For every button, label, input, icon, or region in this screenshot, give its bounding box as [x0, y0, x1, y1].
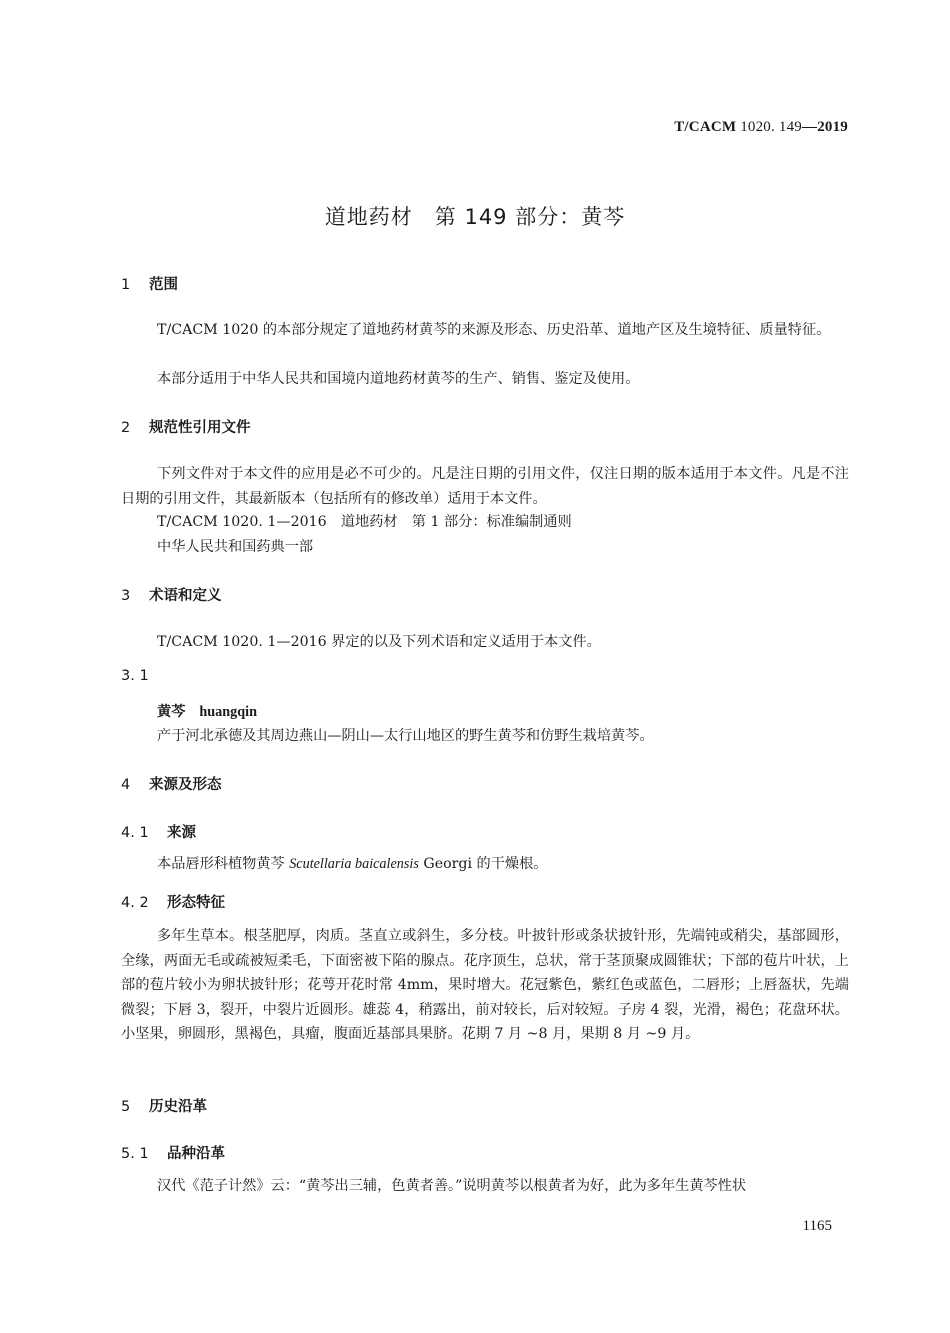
morphology-paragraph: 多年生草本。根茎肥厚，肉质。茎直立或斜生，多分枝。叶披针形或条状披针形，先端钝或稍尖，基部圆形，全缘，两面无毛或疏被短柔毛，下面密被下陷的腺点。花序顶生，总状，常于茎顶聚成圆锥状；下部的苞片叶状，上部的苞片较小为卵状披针形；花萼开花时常 4mm，果时增大。花冠紫色，紫红色或蓝色，二唇形；上唇盔状，先端微裂；下唇 3，裂开，中裂片近圆形。雄蕊 4，稍露出，前对较长，后对较短。子房 4 裂，光滑，褐色；花盘环状。小坚果，卵圆形，黑褐色，具瘤，腹面近基部具果脐。花期 7 月 ~8 月，果期 8 月 ~9 月。 [121, 928, 849, 1042]
section-number: 4 [121, 777, 131, 793]
section-1-paragraph-1: T/CACM 1020 的本部分规定了道地药材黄芩的来源及形态、历史沿革、道地产区及生境特征、质量特征。 [157, 322, 831, 338]
document-title: 道地药材 第 149 部分：黄芩 [324, 205, 626, 229]
section-3-heading [121, 584, 222, 605]
subsection-5-1-heading [121, 1142, 225, 1163]
subsection-number: 4. 2 [121, 895, 149, 911]
section-title: 规范性引用文件 [149, 420, 251, 436]
section-number: 3 [121, 588, 131, 604]
section-number: 1 [121, 277, 131, 293]
subsection-title: 品种沿革 [167, 1146, 225, 1162]
section-5-heading [121, 1095, 207, 1116]
term-entry [157, 700, 257, 725]
reference-item: T/CACM 1020. 1—2016 道地药材 第 1 部分：标准编制通则 [157, 514, 572, 530]
standard-code-number: 1020. 149 [736, 119, 802, 135]
standard-code-prefix: T/CACM [674, 119, 737, 135]
section-number: 5 [121, 1099, 131, 1115]
source-description [157, 852, 548, 877]
term-english: huangqin [199, 704, 257, 720]
section-number: 2 [121, 420, 131, 436]
section-4-heading [121, 773, 222, 794]
source-text: 本品唇形科植物黄芩 [157, 856, 290, 872]
term-chinese: 黄芩 [157, 704, 186, 720]
section-2-heading [121, 416, 251, 437]
section-5-paragraph-1: 汉代《范子计然》云：“黄芩出三辅，色黄者善。”说明黄芩以根黄者为好，此为多年生黄芩性状 [157, 1178, 747, 1194]
source-text-end: Georgi 的干燥根。 [418, 856, 548, 872]
standard-code-header [674, 119, 848, 136]
subsection-4-2-heading [121, 891, 225, 912]
subsection-number: 5. 1 [121, 1146, 149, 1162]
reference-item: 中华人民共和国药典一部 [157, 539, 314, 555]
section-3-paragraph-1: T/CACM 1020. 1—2016 界定的以及下列术语和定义适用于本文件。 [157, 634, 601, 650]
section-1-heading [121, 273, 178, 294]
term-definition: 产于河北承德及其周边燕山—阴山—太行山地区的野生黄芩和仿野生栽培黄芩。 [157, 728, 654, 744]
section-title: 术语和定义 [149, 588, 222, 604]
subsection-4-1-heading [121, 821, 196, 842]
subsection-title: 来源 [167, 825, 196, 841]
section-title: 范围 [149, 277, 178, 293]
latin-name: Scutellaria baicalensis [289, 856, 419, 872]
section-1-paragraph-2: 本部分适用于中华人民共和国境内道地药材黄芩的生产、销售、鉴定及使用。 [157, 371, 640, 387]
section-2-paragraph-1: 下列文件对于本文件的应用是必不可少的。凡是注日期的引用文件，仅注日期的版本适用于本文件。凡是不注日期的引用文件，其最新版本（包括所有的修改单）适用于本文件。 [121, 466, 849, 507]
section-title: 历史沿革 [149, 1099, 207, 1115]
subsection-number: 4. 1 [121, 825, 149, 841]
subsection-3-1-number: 3. 1 [121, 668, 149, 684]
section-title: 来源及形态 [149, 777, 222, 793]
subsection-title: 形态特征 [167, 895, 225, 911]
standard-code-year: —2019 [802, 119, 848, 135]
page-number: 1165 [802, 1218, 832, 1234]
